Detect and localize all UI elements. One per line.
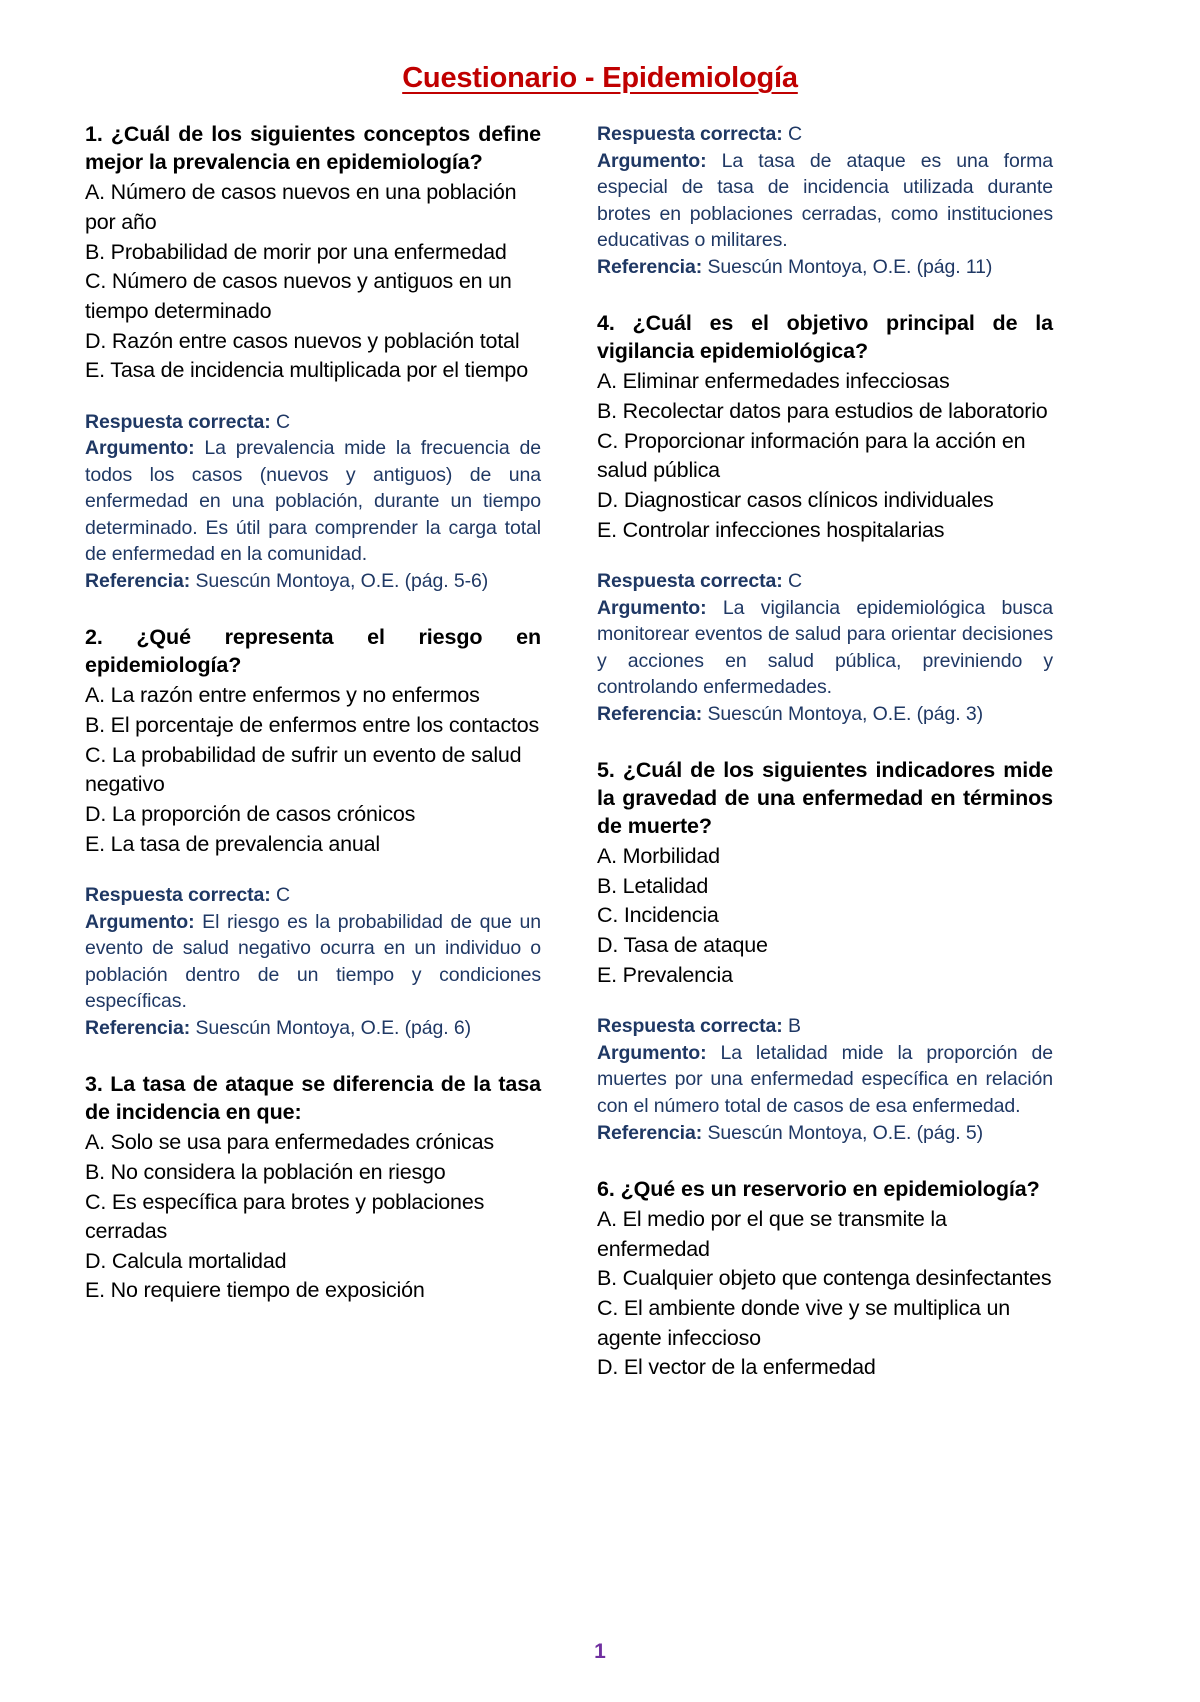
argument-line-3: [597, 148, 1053, 254]
reference-line-5: [597, 1120, 1053, 1147]
argumento-label: Argumento:: [85, 910, 195, 933]
reference-line-3: [597, 254, 1053, 281]
respuesta-label: Respuesta correcta:: [597, 1015, 783, 1038]
argument-text: La tasa de ataque es una forma especial de tasa de incidencia utilizada durante brotes en poblaciones cerradas, como instituciones educativas o militares.: [597, 149, 1053, 252]
respuesta-label: Respuesta correcta:: [85, 884, 271, 907]
options-list-5: [597, 842, 1053, 990]
question-block-2: [85, 624, 541, 1041]
argument-line-4: [597, 595, 1053, 701]
option-item[interactable]: A. Número de casos nuevos en una población por año: [85, 180, 517, 234]
answer-block-5: [597, 1013, 1053, 1146]
option-item[interactable]: E. Controlar infecciones hospitalarias: [597, 517, 945, 542]
reference-text: Suescún Montoya, O.E. (pág. 5): [707, 1121, 984, 1144]
argument-text: La prevalencia mide la frecuencia de todos los casos (nuevos y antiguos) de una enfermedad en una población, durante un tiempo determinado. Es útil para comprender la carga total de enfermedad en la comunidad.: [85, 437, 541, 566]
argument-line-1: [85, 435, 541, 568]
page-title: Cuestionario - Epidemiología: [402, 62, 798, 94]
referencia-label: Referencia:: [597, 702, 703, 725]
answer-block-4: [597, 568, 1053, 727]
page-number: 1: [594, 1640, 606, 1663]
right-column: [597, 121, 1053, 1383]
question-stem-4: 4. ¿Cuál es el objetivo principal de la vigilancia epidemiológica?: [597, 311, 1053, 364]
argumento-label: Argumento:: [597, 1041, 707, 1064]
question-block-1: [85, 121, 541, 594]
option-item[interactable]: D. La proporción de casos crónicos: [85, 801, 416, 826]
option-item[interactable]: A. El medio por el que se transmite la enfermedad: [597, 1206, 947, 1261]
referencia-label: Referencia:: [85, 1016, 191, 1039]
option-item[interactable]: D. Tasa de ataque: [597, 933, 768, 958]
question-stem-6: 6. ¿Qué es un reservorio en epidemiología?: [597, 1177, 1040, 1202]
option-item[interactable]: B. No considera la población en riesgo: [85, 1159, 446, 1184]
option-item[interactable]: B. El porcentaje de enfermos entre los contactos: [85, 712, 540, 737]
reference-text: Suescún Montoya, O.E. (pág. 6): [195, 1016, 472, 1039]
option-item[interactable]: A. Eliminar enfermedades infecciosas: [597, 369, 950, 394]
option-item[interactable]: C. El ambiente donde vive y se multiplica un agente infeccioso: [597, 1295, 1011, 1350]
option-item[interactable]: D. Diagnosticar casos clínicos individuales: [597, 487, 994, 512]
argumento-label: Argumento:: [597, 596, 707, 619]
referencia-label: Referencia:: [597, 255, 703, 278]
option-item[interactable]: C. Número de casos nuevos y antiguos en un tiempo determinado: [85, 269, 512, 323]
question-stem-1: 1. ¿Cuál de los siguientes conceptos define mejor la prevalencia en epidemiología?: [85, 122, 541, 175]
option-item[interactable]: C. La probabilidad de sufrir un evento de salud negativo: [85, 742, 522, 797]
option-item[interactable]: C. Incidencia: [597, 903, 719, 928]
question-block-4: [597, 310, 1053, 727]
question-block-3: [85, 1071, 541, 1306]
option-item[interactable]: A. La razón entre enfermos y no enfermos: [85, 683, 480, 708]
question-stem-5: 5. ¿Cuál de los siguientes indicadores mide la gravedad de una enfermedad en términos de muerte?: [597, 758, 1053, 839]
correct-answer-line-5: [597, 1013, 1053, 1040]
option-item[interactable]: A. Solo se usa para enfermedades crónicas: [85, 1130, 494, 1155]
answer-block-3: [597, 121, 1053, 280]
referencia-label: Referencia:: [85, 569, 191, 592]
argumento-label: Argumento:: [597, 149, 707, 172]
answer-block-1: [85, 409, 541, 595]
option-item[interactable]: E. Prevalencia: [597, 962, 733, 987]
options-list-3: [85, 1128, 541, 1306]
argument-line-2: [85, 909, 541, 1015]
correct-answer-value: B: [787, 1015, 801, 1038]
option-item[interactable]: C. Proporcionar información para la acción en salud pública: [597, 428, 1026, 483]
argumento-label: Argumento:: [85, 437, 195, 460]
option-item[interactable]: B. Letalidad: [597, 873, 709, 898]
reference-text: Suescún Montoya, O.E. (pág. 11): [707, 255, 993, 278]
reference-text: Suescún Montoya, O.E. (pág. 3): [707, 702, 984, 725]
argument-text: La letalidad mide la proporción de muertes por una enfermedad específica en relación con el número total de casos de esa enfermedad.: [597, 1041, 1053, 1117]
option-item[interactable]: D. Razón entre casos nuevos y población total: [85, 328, 520, 353]
option-item[interactable]: B. Probabilidad de morir por una enfermedad: [85, 239, 507, 264]
question-block-5: [597, 757, 1053, 1146]
option-item[interactable]: C. Es específica para brotes y poblaciones cerradas: [85, 1189, 485, 1244]
reference-text: Suescún Montoya, O.E. (pág. 5-6): [195, 569, 489, 592]
question-stem-3: 3. La tasa de ataque se diferencia de la tasa de incidencia en que:: [85, 1072, 541, 1125]
reference-line-2: [85, 1015, 541, 1042]
answer-block-2: [85, 882, 541, 1041]
correct-answer-line-4: [597, 568, 1053, 595]
question-stem-2: 2. ¿Qué representa el riesgo en epidemiología?: [85, 625, 541, 678]
argument-line-5: [597, 1040, 1053, 1120]
options-list-6: [597, 1205, 1053, 1383]
two-column-layout: [85, 121, 1115, 1383]
correct-answer-value: C: [275, 410, 290, 433]
option-item[interactable]: B. Recolectar datos para estudios de laboratorio: [597, 398, 1048, 423]
reference-line-1: [85, 568, 541, 595]
correct-answer-value: C: [787, 570, 802, 593]
options-list-4: [597, 367, 1053, 545]
correct-answer-line-1: [85, 409, 541, 436]
referencia-label: Referencia:: [597, 1121, 703, 1144]
argument-text: El riesgo es la probabilidad de que un evento de salud negativo ocurra en un individuo o población dentro de un tiempo y condiciones específicas.: [85, 910, 541, 1013]
reference-line-4: [597, 701, 1053, 728]
option-item[interactable]: E. Tasa de incidencia multiplicada por el tiempo: [85, 358, 528, 383]
options-list-2: [85, 681, 541, 859]
option-item[interactable]: D. Calcula mortalidad: [85, 1248, 287, 1273]
option-item[interactable]: E. La tasa de prevalencia anual: [85, 831, 381, 856]
options-list-1: [85, 178, 541, 386]
respuesta-label: Respuesta correcta:: [597, 570, 783, 593]
correct-answer-value: C: [275, 884, 290, 907]
correct-answer-line-3: [597, 121, 1053, 148]
option-item[interactable]: E. No requiere tiempo de exposición: [85, 1278, 425, 1303]
correct-answer-line-2: [85, 882, 541, 909]
option-item[interactable]: D. El vector de la enfermedad: [597, 1355, 876, 1380]
respuesta-label: Respuesta correcta:: [597, 123, 783, 146]
correct-answer-value: C: [787, 123, 802, 146]
option-item[interactable]: B. Cualquier objeto que contenga desinfectantes: [597, 1266, 1052, 1291]
question-block-6: [597, 1176, 1053, 1383]
argument-text: La vigilancia epidemiológica busca monitorear eventos de salud para orientar decisiones y acciones en salud pública, previniendo y controlando enfermedades.: [597, 596, 1053, 699]
option-item[interactable]: A. Morbilidad: [597, 844, 720, 869]
respuesta-label: Respuesta correcta:: [85, 410, 271, 433]
left-column: [85, 121, 541, 1306]
